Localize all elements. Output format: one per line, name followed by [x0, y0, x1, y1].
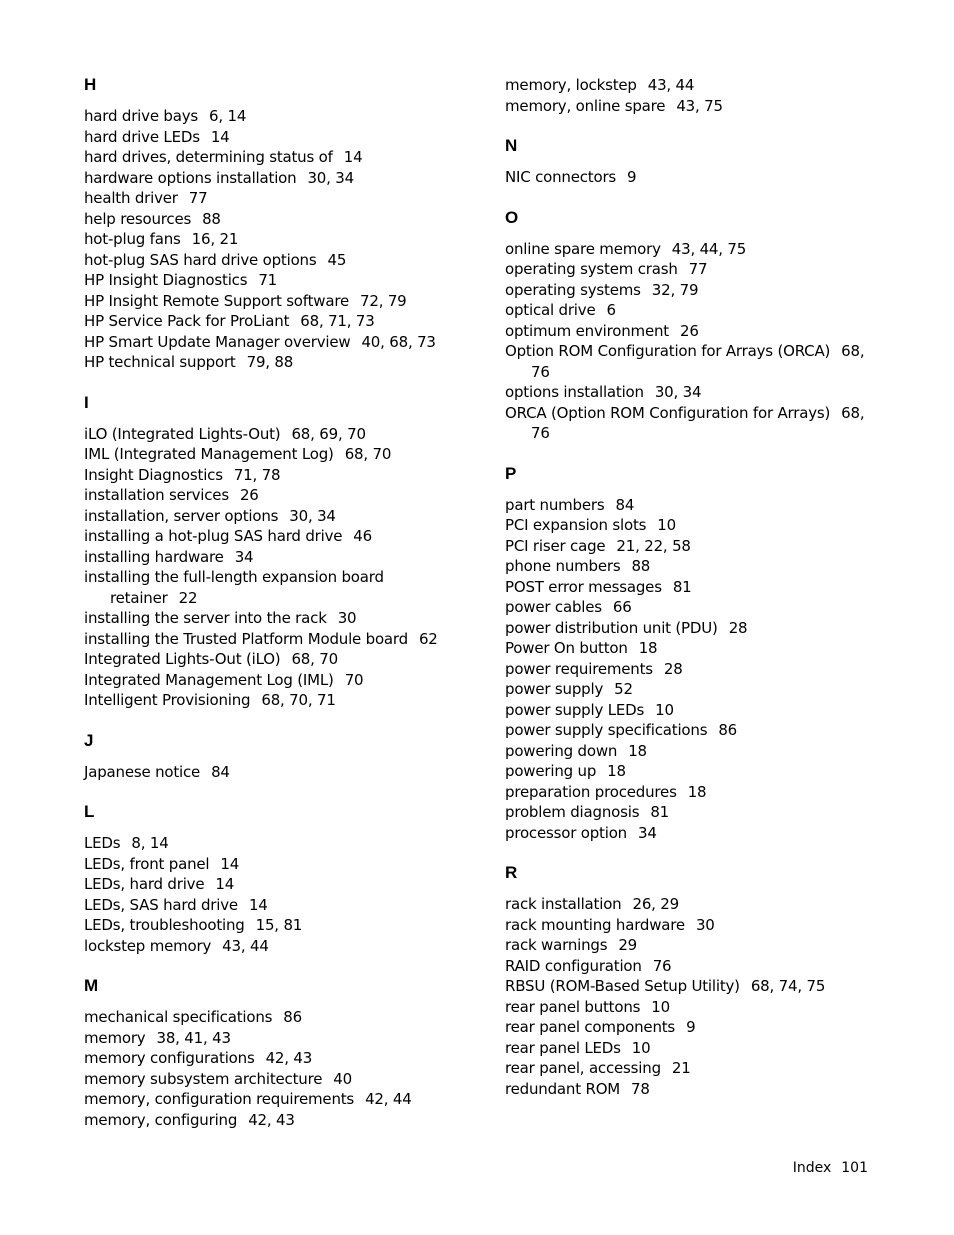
index-entry — [84, 1028, 464, 1049]
index-page-refs[interactable]: 14 — [343, 148, 363, 166]
section-letter-heading: R — [505, 863, 518, 882]
index-entry — [505, 976, 870, 997]
index-page-refs[interactable]: 70 — [344, 670, 364, 689]
index-entry — [84, 608, 464, 629]
index-page-refs[interactable]: 86 — [283, 1008, 302, 1026]
index-term: LEDs, SAS hard drive — [84, 895, 238, 914]
index-term: Option ROM Configuration for Arrays (ORCA) — [505, 342, 831, 360]
index-page-refs[interactable]: 42, 43 — [248, 1110, 295, 1129]
index-page-refs[interactable]: 34 — [234, 547, 254, 566]
index-page-refs[interactable]: 14 — [220, 854, 240, 873]
index-section-p — [505, 464, 870, 844]
index-entry — [505, 96, 870, 117]
index-entry — [84, 291, 464, 312]
index-page-refs[interactable]: 68, 70, 71 — [261, 691, 336, 709]
footer-page-number: 101 — [841, 1160, 868, 1176]
index-term: memory, configuration requirements — [84, 1090, 355, 1108]
index-page-refs[interactable]: 71, 78 — [233, 465, 281, 484]
index-term: rear panel, accessing — [505, 1059, 661, 1077]
index-page-refs[interactable]: 46 — [353, 527, 372, 545]
index-entry — [84, 352, 464, 373]
index-entry — [84, 209, 464, 230]
index-entry — [84, 1007, 464, 1028]
index-term: hardware options installation — [84, 168, 297, 187]
index-entry — [505, 239, 870, 260]
index-term: power requirements — [505, 659, 653, 678]
index-entry — [84, 854, 464, 875]
index-entry — [505, 321, 870, 342]
index-term: ORCA (Option ROM Configuration for Arrays) — [505, 403, 831, 422]
index-page-refs[interactable]: 71 — [258, 271, 278, 289]
index-term: online spare memory — [505, 239, 661, 258]
index-term: rack warnings — [505, 936, 608, 954]
index-term: health driver — [84, 189, 178, 207]
index-term: processor option — [505, 823, 627, 842]
index-page-refs[interactable]: 77 — [688, 260, 708, 278]
index-term: rack installation — [505, 895, 622, 913]
index-page-refs[interactable]: 43, 44, 75 — [671, 239, 747, 258]
index-entry — [505, 659, 870, 680]
index-term: operating system crash — [505, 260, 678, 278]
index-term: hard drive LEDs — [84, 127, 200, 146]
index-entry — [505, 1038, 870, 1059]
index-term: installation services — [84, 486, 229, 504]
index-page-refs[interactable]: 8, 14 — [131, 834, 169, 852]
index-entry — [505, 597, 870, 618]
index-page-refs[interactable]: 38, 41, 43 — [156, 1028, 231, 1047]
index-term: hot-plug SAS hard drive options — [84, 250, 317, 269]
index-term: HP Smart Update Manager overview — [84, 332, 351, 351]
index-entry — [505, 556, 870, 577]
index-section-j — [84, 731, 464, 783]
index-entry — [84, 506, 464, 527]
index-page-refs[interactable]: 52 — [614, 680, 633, 698]
index-page-refs[interactable]: 29 — [618, 936, 638, 954]
index-entry — [505, 515, 870, 536]
index-entry — [505, 700, 870, 721]
section-letter-heading: J — [84, 730, 94, 750]
index-term: Intelligent Provisioning — [84, 691, 251, 709]
index-page-refs[interactable]: 15, 81 — [255, 916, 303, 934]
index-term: POST error messages — [505, 577, 662, 596]
index-entry — [84, 1110, 464, 1131]
index-entry — [505, 280, 870, 301]
index-entry — [505, 1058, 870, 1079]
index-page-refs[interactable]: 28 — [663, 659, 683, 678]
index-page-refs[interactable]: 14 — [215, 875, 235, 893]
index-term: hard drive bays — [84, 107, 199, 125]
index-entry — [84, 649, 464, 670]
index-term: memory configurations — [84, 1049, 255, 1067]
index-term: optimum environment — [505, 321, 669, 340]
index-entry — [84, 127, 464, 148]
index-page-refs[interactable]: 84 — [211, 762, 230, 781]
index-entry — [505, 802, 870, 823]
index-page-refs[interactable]: 43, 75 — [676, 96, 723, 115]
index-entry — [505, 300, 870, 321]
index-term: Power On button — [505, 639, 628, 657]
index-term: preparation procedures — [505, 782, 677, 801]
index-entry — [505, 75, 870, 96]
index-page-refs[interactable]: 42, 43 — [265, 1049, 313, 1067]
index-page-refs[interactable]: 40, 68, 73 — [361, 332, 436, 351]
index-entry — [84, 895, 464, 916]
index-entry — [505, 782, 870, 803]
index-section-m — [84, 976, 464, 1130]
index-page-refs[interactable]: 21, 22, 58 — [616, 536, 691, 555]
index-page-refs[interactable]: 76 — [652, 956, 672, 975]
index-page-refs[interactable]: 66 — [612, 598, 632, 616]
section-letter-heading: N — [505, 136, 518, 155]
index-entry — [505, 720, 870, 741]
index-page-refs[interactable]: 40 — [333, 1069, 352, 1088]
index-page-refs[interactable]: 68, 76 — [531, 403, 865, 442]
index-entry — [505, 823, 870, 844]
index-entry — [84, 833, 464, 854]
index-page-refs[interactable]: 10 — [631, 1038, 651, 1057]
index-entry — [84, 874, 464, 895]
index-page-refs[interactable]: 10 — [657, 516, 676, 534]
index-term: installing hardware — [84, 547, 224, 566]
index-entry — [505, 495, 870, 516]
index-page-refs[interactable]: 26, 29 — [632, 895, 679, 913]
index-page-refs[interactable]: 22 — [178, 588, 198, 607]
index-page-refs[interactable]: 16, 21 — [191, 230, 239, 248]
index-entry — [505, 259, 870, 280]
index-entry — [505, 341, 870, 382]
index-section-r — [505, 863, 870, 1099]
index-page-refs[interactable]: 21 — [671, 1059, 691, 1077]
index-page-refs[interactable]: 34 — [638, 823, 657, 842]
index-page-refs[interactable]: 88 — [631, 557, 651, 575]
index-term: LEDs, hard drive — [84, 875, 205, 893]
index-term: memory — [84, 1028, 146, 1047]
index-entry — [84, 311, 464, 332]
index-entry — [505, 577, 870, 598]
index-entry — [505, 536, 870, 557]
index-entry — [505, 935, 870, 956]
index-page-refs[interactable]: 6, 14 — [209, 107, 247, 125]
index-term: optical drive — [505, 301, 596, 319]
index-term: HP Service Pack for ProLiant — [84, 312, 290, 330]
index-page-refs[interactable]: 26 — [239, 486, 259, 504]
index-entry — [84, 915, 464, 936]
index-term: hot-plug fans — [84, 230, 181, 248]
index-entry — [505, 761, 870, 782]
index-term: rear panel LEDs — [505, 1038, 621, 1057]
index-page-refs[interactable]: 14 — [248, 895, 268, 914]
index-term: installation, server options — [84, 506, 279, 525]
index-term: LEDs — [84, 834, 121, 852]
index-entry — [84, 1089, 464, 1110]
index-page-refs[interactable]: 68, 70 — [291, 650, 338, 668]
index-entry — [505, 997, 870, 1018]
index-page-refs[interactable]: 30, 34 — [307, 168, 354, 187]
index-term: memory, online spare — [505, 96, 666, 115]
index-term: NIC connectors — [505, 168, 617, 186]
index-entry — [84, 1069, 464, 1090]
index-page-refs[interactable]: 78 — [631, 1079, 650, 1098]
index-term: rear panel components — [505, 1018, 676, 1036]
section-letter-heading: P — [505, 463, 517, 483]
index-page-refs[interactable]: 86 — [718, 721, 738, 739]
index-term: powering down — [505, 741, 618, 760]
index-page-refs[interactable]: 88 — [202, 209, 221, 228]
section-letter-heading: L — [84, 802, 95, 821]
index-term: redundant ROM — [505, 1079, 621, 1098]
index-entry — [84, 567, 464, 608]
index-term: Insight Diagnostics — [84, 465, 223, 484]
index-entry — [84, 424, 464, 445]
index-entry — [84, 1048, 464, 1069]
index-term: RAID configuration — [505, 956, 642, 975]
index-entry — [505, 167, 870, 188]
index-term: memory, lockstep — [505, 76, 637, 94]
index-entry — [505, 741, 870, 762]
index-term: power distribution unit (PDU) — [505, 618, 718, 637]
index-section-o — [505, 208, 870, 444]
index-page-refs[interactable]: 10 — [655, 700, 674, 719]
index-page-refs[interactable]: 43, 44 — [647, 76, 695, 94]
index-entry — [505, 382, 870, 403]
index-entry — [84, 270, 464, 291]
index-term: memory subsystem architecture — [84, 1069, 323, 1088]
index-entry — [505, 679, 870, 700]
index-term: installing the full-length expansion board retainer — [84, 568, 384, 607]
index-section-n — [505, 136, 870, 188]
index-page-refs[interactable]: 42, 44 — [365, 1090, 412, 1108]
index-entry — [505, 915, 870, 936]
index-term: Japanese notice — [84, 762, 201, 781]
index-entry — [84, 106, 464, 127]
index-page-refs[interactable]: 68, 70 — [344, 445, 392, 463]
index-term: HP Insight Remote Support software — [84, 291, 350, 310]
index-page-refs[interactable]: 68, 69, 70 — [291, 424, 366, 443]
footer-label: Index — [792, 1160, 832, 1176]
index-term: installing the Trusted Platform Module board — [84, 629, 408, 648]
index-term: memory, configuring — [84, 1110, 238, 1129]
index-term: part numbers — [505, 495, 605, 514]
index-entry — [505, 894, 870, 915]
index-entry — [84, 762, 464, 783]
index-term: HP Insight Diagnostics — [84, 271, 248, 289]
index-entry — [84, 690, 464, 711]
index-term: Integrated Lights-Out (iLO) — [84, 650, 281, 668]
index-page-refs[interactable]: 68, 76 — [531, 342, 865, 381]
index-term: LEDs, troubleshooting — [84, 916, 245, 934]
index-page-refs[interactable]: 9 — [627, 168, 637, 186]
index-entry — [84, 250, 464, 271]
index-section-l — [84, 802, 464, 956]
index-page-refs[interactable]: 18 — [628, 741, 647, 760]
index-entry — [84, 168, 464, 189]
index-section-continued — [505, 75, 870, 116]
index-page-refs[interactable]: 26 — [679, 321, 699, 340]
index-page-refs[interactable]: 6 — [606, 301, 616, 319]
index-term: installing a hot-plug SAS hard drive — [84, 527, 343, 545]
index-page-refs[interactable]: 30 — [337, 609, 357, 627]
index-term: HP technical support — [84, 353, 236, 371]
section-letter-heading: M — [84, 976, 99, 995]
index-term: IML (Integrated Management Log) — [84, 445, 334, 463]
page-footer — [793, 1158, 868, 1178]
index-entry — [505, 638, 870, 659]
index-section-h — [84, 75, 464, 373]
index-section-i — [84, 393, 464, 711]
index-term: Integrated Management Log (IML) — [84, 670, 334, 689]
index-page-refs[interactable]: 32, 79 — [651, 280, 699, 299]
index-term: power supply LEDs — [505, 700, 645, 719]
index-term: powering up — [505, 762, 597, 780]
section-letter-heading: O — [505, 207, 519, 227]
index-page-refs[interactable]: 45 — [327, 250, 347, 269]
index-page-refs[interactable]: 43, 44 — [222, 936, 269, 955]
index-term: power supply specifications — [505, 721, 708, 739]
index-term: installing the server into the rack — [84, 609, 327, 627]
index-term: power supply — [505, 680, 604, 698]
index-page-refs[interactable]: 14 — [210, 127, 230, 146]
index-term: RBSU (ROM-Based Setup Utility) — [505, 977, 740, 995]
index-term: rear panel buttons — [505, 997, 641, 1016]
index-page-refs[interactable]: 68, 71, 73 — [300, 312, 375, 330]
index-page-refs[interactable]: 62 — [418, 629, 438, 648]
index-page-refs[interactable]: 18 — [638, 639, 658, 657]
index-term: phone numbers — [505, 557, 621, 575]
index-entry — [84, 485, 464, 506]
index-entry — [84, 629, 464, 650]
index-page-refs[interactable]: 9 — [686, 1018, 696, 1036]
index-entry — [505, 1079, 870, 1100]
index-term: help resources — [84, 209, 192, 228]
index-page-refs[interactable]: 30 — [695, 915, 715, 934]
index-entry — [84, 444, 464, 465]
index-entry — [505, 403, 870, 444]
index-page-refs[interactable]: 18 — [687, 782, 707, 801]
index-page-refs[interactable]: 77 — [188, 189, 208, 207]
index-entry — [505, 1017, 870, 1038]
index-entry — [84, 465, 464, 486]
index-term: problem diagnosis — [505, 803, 640, 821]
index-page-refs[interactable]: 81 — [650, 803, 670, 821]
index-page-refs[interactable]: 84 — [615, 495, 635, 514]
index-page-refs[interactable]: 72, 79 — [360, 291, 407, 310]
index-entry — [84, 670, 464, 691]
section-letter-heading: H — [84, 75, 97, 94]
index-term: operating systems — [505, 280, 641, 299]
index-page-refs[interactable]: 68, 74, 75 — [750, 977, 826, 995]
index-term: lockstep memory — [84, 936, 212, 955]
index-page-refs[interactable]: 79, 88 — [246, 353, 294, 371]
index-entry — [505, 956, 870, 977]
index-entry — [84, 526, 464, 547]
index-term: hard drives, determining status of — [84, 148, 333, 166]
index-entry — [84, 332, 464, 353]
index-entry — [84, 936, 464, 957]
index-entry — [84, 229, 464, 250]
index-term: rack mounting hardware — [505, 915, 685, 934]
index-page-refs[interactable]: 28 — [728, 618, 748, 637]
index-term: iLO (Integrated Lights-Out) — [84, 424, 281, 443]
section-letter-heading: I — [84, 392, 89, 412]
index-page-refs[interactable]: 18 — [607, 762, 626, 780]
index-page-refs[interactable]: 30, 34 — [289, 506, 336, 525]
index-entry — [84, 547, 464, 568]
index-term: power cables — [505, 598, 602, 616]
index-term: LEDs, front panel — [84, 854, 210, 873]
index-column-right — [505, 75, 870, 1119]
index-entry — [84, 188, 464, 209]
index-term: PCI riser cage — [505, 536, 606, 555]
index-term: options installation — [505, 383, 644, 401]
index-page-refs[interactable]: 81 — [672, 577, 692, 596]
index-column-left — [84, 75, 464, 1150]
index-entry — [505, 618, 870, 639]
index-page-refs[interactable]: 30, 34 — [654, 383, 702, 401]
index-page-refs[interactable]: 10 — [651, 997, 670, 1016]
index-entry — [84, 147, 464, 168]
index-term: mechanical specifications — [84, 1008, 273, 1026]
index-term: PCI expansion slots — [505, 516, 647, 534]
